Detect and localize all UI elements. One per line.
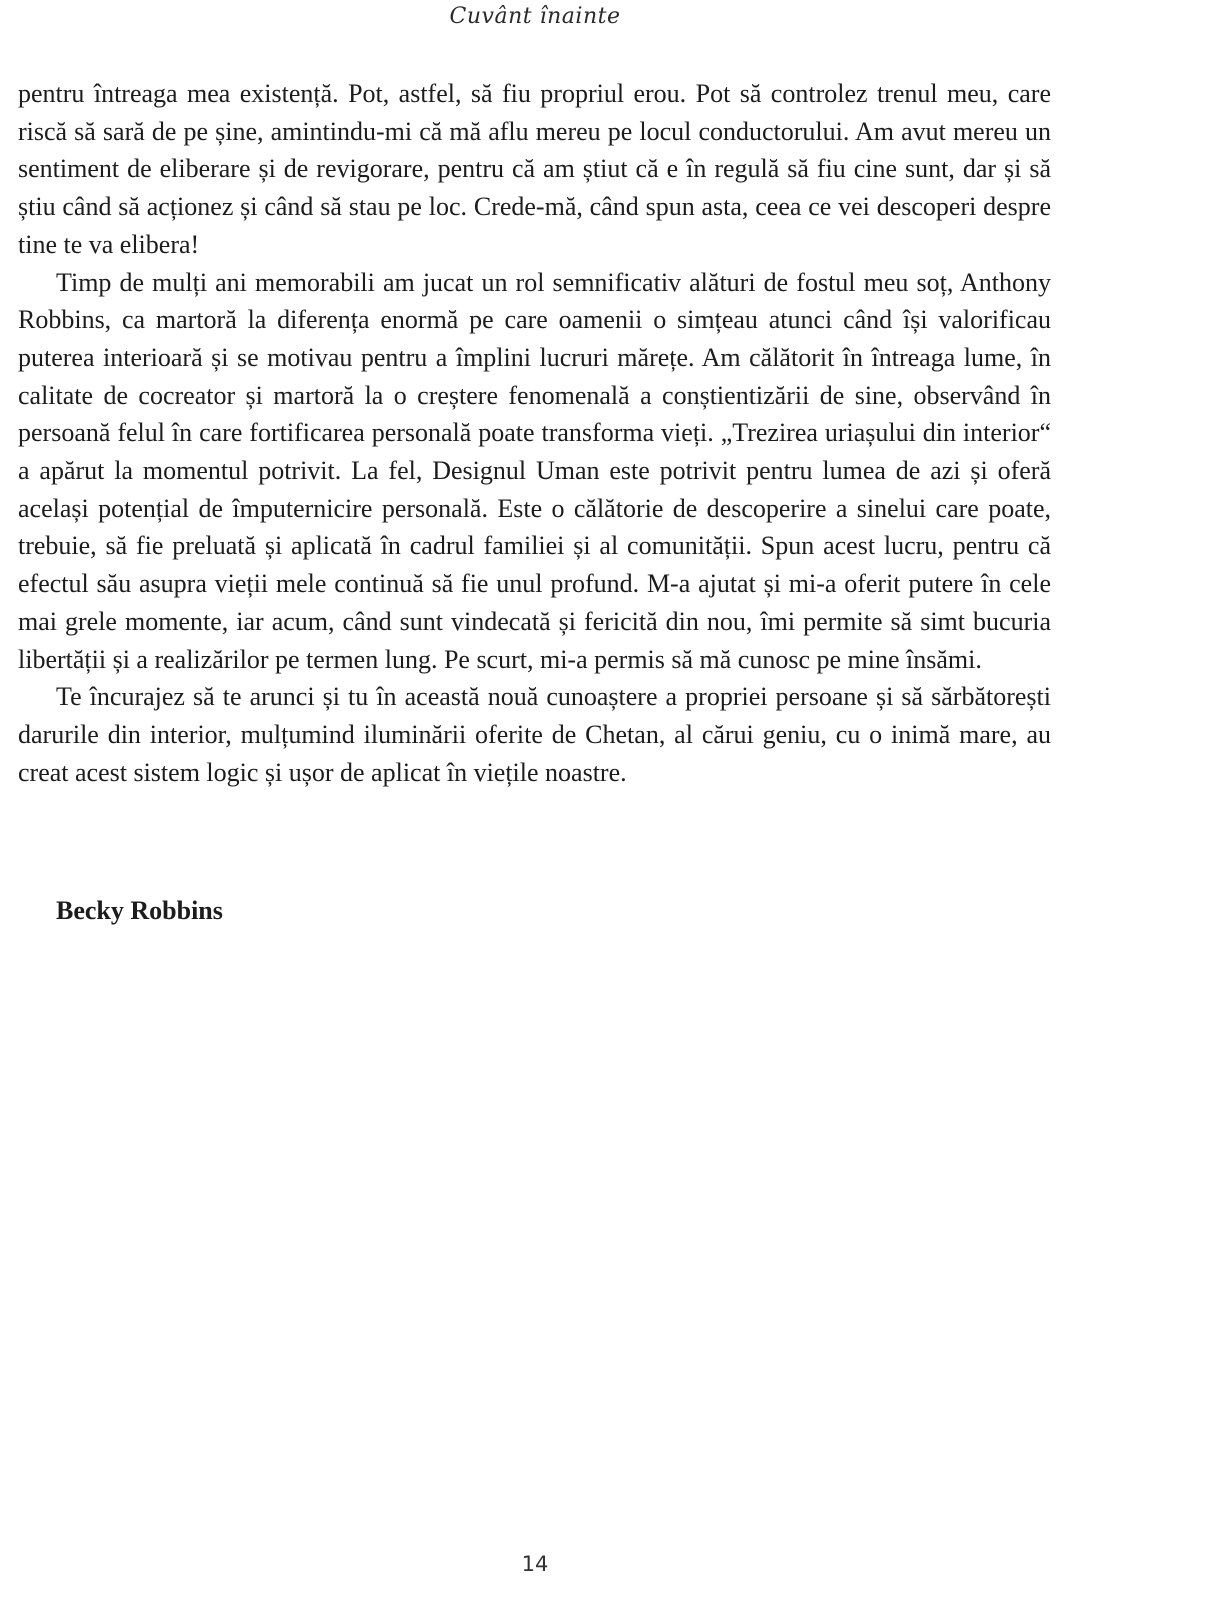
author-signature: Becky Robbins [56, 896, 223, 925]
body-text [18, 75, 1051, 791]
running-header: Cuvânt înainte [449, 4, 621, 29]
paragraph-3: Te încurajez să te arunci și tu în această nouă cunoaștere a propriei persoane și să sărbătorești darurile din interior, mulțumind iluminării oferite de Chetan, al cărui geniu, cu o inimă mare, au creat acest sistem logic și ușor de aplicat în viețile noastre. [18, 682, 1051, 787]
paragraph-2: Timp de mulți ani memorabili am jucat un rol semnificativ alături de fostul meu soț, Anthony Robbins, ca martoră la diferența enormă pe care oamenii o simțeau atunci când își valorificau puterea interioară și se motivau pentru a împlini lucruri mărețe. Am călătorit în întreaga lume, în calitate de cocreator și martoră la o creștere fenomenală a conștientizării de sine, observând în persoană felul în care fortificarea personală poate transforma vieți. „Trezirea uriașului din interior“ a apărut la momentul potrivit. La fel, Designul Uman este potrivit pentru lumea de azi și oferă același potențial de împuternicire personală. Este o călătorie de descoperire a sinelui care poate, trebuie, să fie preluată și aplicată în cadrul familiei și al comunității. Spun acest lucru, pentru că efectul său asupra vieții mele continuă să fie unul profund. M-a ajutat și mi-a oferit putere în cele mai grele momente, iar acum, când sunt vindecată și fericită din nou, îmi permite să simt bucuria libertății și a realizărilor pe termen lung. Pe scurt, mi-a permis să mă cunosc pe mine însămi. [18, 267, 1051, 674]
paragraph-1: pentru întreaga mea existență. Pot, astfel, să fiu propriul erou. Pot să controlez trenul meu, care riscă să sară de pe șine, amintindu-mi că mă aflu mereu pe locul conductorului. Am avut mereu un sentiment de eliberare și de revigorare, pentru că am știut că e în regulă să fiu cine sunt, dar și să știu când să acționez și când să stau pe loc. Crede-mă, când spun asta, ceea ce vei descoperi despre tine te va elibera! [18, 79, 1051, 259]
page-number: 14 [521, 1552, 549, 1576]
